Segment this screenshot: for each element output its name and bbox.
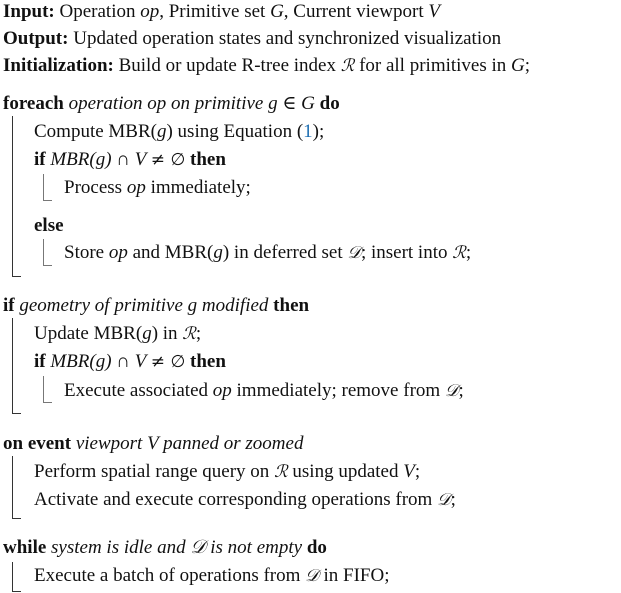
text: Execute associated (64, 380, 213, 401)
text: Build or update R-tree index (113, 55, 341, 76)
else-line (34, 214, 64, 238)
input-label: Input: (3, 1, 55, 22)
var-D: 𝒟 (347, 243, 361, 263)
var-R: ℛ (340, 56, 355, 76)
while-condition: system is idle and 𝒟 is not empty (46, 537, 307, 558)
keyword-foreach: foreach (3, 93, 64, 114)
var-op: op (212, 380, 232, 401)
var-R: ℛ (274, 462, 288, 482)
event-condition: viewport V panned or zoomed (71, 433, 304, 454)
if-block-bar-2 (43, 376, 52, 403)
text: using updated (287, 461, 404, 482)
text: Activate and execute corresponding operations from (34, 489, 438, 510)
var-op: op (140, 1, 160, 22)
text: Perform spatial range query on (34, 461, 275, 482)
text: ; (414, 461, 421, 482)
perform-line (34, 460, 420, 484)
text: ; (450, 489, 456, 510)
keyword-if: if (3, 295, 15, 316)
equation-reference-link[interactable]: 1 (303, 121, 313, 142)
input-line (3, 0, 440, 24)
text: ; (458, 380, 464, 401)
text: ); (312, 121, 325, 142)
execute-associated-line (64, 379, 464, 403)
activate-line (34, 488, 456, 512)
text: for all primitives in (354, 55, 512, 76)
compute-line (34, 120, 324, 144)
text: in FIFO; (318, 565, 390, 586)
keyword-if: if (34, 351, 46, 372)
while-block-bar (12, 562, 21, 592)
process-line (64, 176, 251, 200)
text: ) using Equation ( (166, 121, 304, 142)
var-op: op (126, 177, 146, 198)
if-geometry-line (3, 294, 309, 318)
if-geometry-block-bar (12, 318, 21, 414)
text: Update MBR( (34, 323, 143, 344)
text: immediately; remove from (231, 380, 445, 401)
var-V: V (428, 1, 440, 22)
text: Execute a batch of operations from (34, 565, 306, 586)
text: Operation (54, 1, 141, 22)
if-geometry-condition: geometry of primitive g modified (14, 295, 274, 316)
if-condition: MBR(g) ∩ V (45, 351, 151, 372)
text: Process (64, 177, 127, 198)
keyword-while: while (3, 537, 47, 558)
not-equal-empty-symbol: ≠ ∅ (150, 150, 186, 170)
output-line (3, 27, 501, 51)
text: Updated operation states and synchronized visualization (68, 28, 502, 49)
var-op: op (108, 242, 128, 263)
keyword-do: do (306, 537, 327, 558)
var-g: g (213, 242, 223, 263)
text: Store (64, 242, 109, 263)
if-intersect-line-2 (34, 350, 226, 374)
text: and MBR( (127, 242, 214, 263)
keyword-then: then (273, 295, 310, 316)
keyword-then: then (185, 149, 226, 170)
text: Compute MBR( (34, 121, 157, 142)
store-line (64, 241, 471, 265)
if-block-bar (43, 174, 52, 201)
var-G: G (270, 1, 284, 22)
foreach-condition: operation op on primitive g ∈ G (63, 93, 320, 114)
keyword-do: do (319, 93, 340, 114)
while-line (3, 536, 327, 560)
batch-line (34, 564, 390, 588)
var-G: G (511, 55, 525, 76)
var-R: ℛ (452, 243, 466, 263)
initialization-label: Initialization: (3, 55, 114, 76)
initialization-line (3, 54, 530, 78)
text: immediately; (145, 177, 251, 198)
on-event-line (3, 432, 303, 456)
var-V: V (403, 461, 415, 482)
var-D: 𝒟 (444, 381, 459, 401)
update-line (34, 322, 201, 346)
text: ; (195, 323, 202, 344)
keyword-on-event: on event (3, 433, 72, 454)
if-condition: MBR(g) ∩ V (45, 149, 151, 170)
text: ; (465, 242, 472, 263)
text: ; (524, 55, 531, 76)
var-g: g (142, 323, 152, 344)
foreach-line (3, 92, 340, 116)
var-R: ℛ (182, 324, 196, 344)
keyword-if: if (34, 149, 46, 170)
text: , Primitive set (159, 1, 271, 22)
foreach-block-bar (12, 116, 21, 277)
var-D: 𝒟 (305, 566, 319, 586)
text: ; insert into (360, 242, 453, 263)
text: , Current viewport (283, 1, 429, 22)
keyword-then: then (185, 351, 226, 372)
output-label: Output: (3, 28, 69, 49)
else-block-bar (43, 239, 52, 266)
var-D: 𝒟 (437, 490, 451, 510)
on-event-block-bar (12, 456, 21, 519)
text: ) in deferred set (222, 242, 348, 263)
text: ) in (151, 323, 183, 344)
not-equal-empty-symbol: ≠ ∅ (150, 352, 186, 372)
if-intersect-line (34, 148, 226, 172)
var-g: g (156, 121, 167, 142)
keyword-else: else (34, 215, 64, 236)
